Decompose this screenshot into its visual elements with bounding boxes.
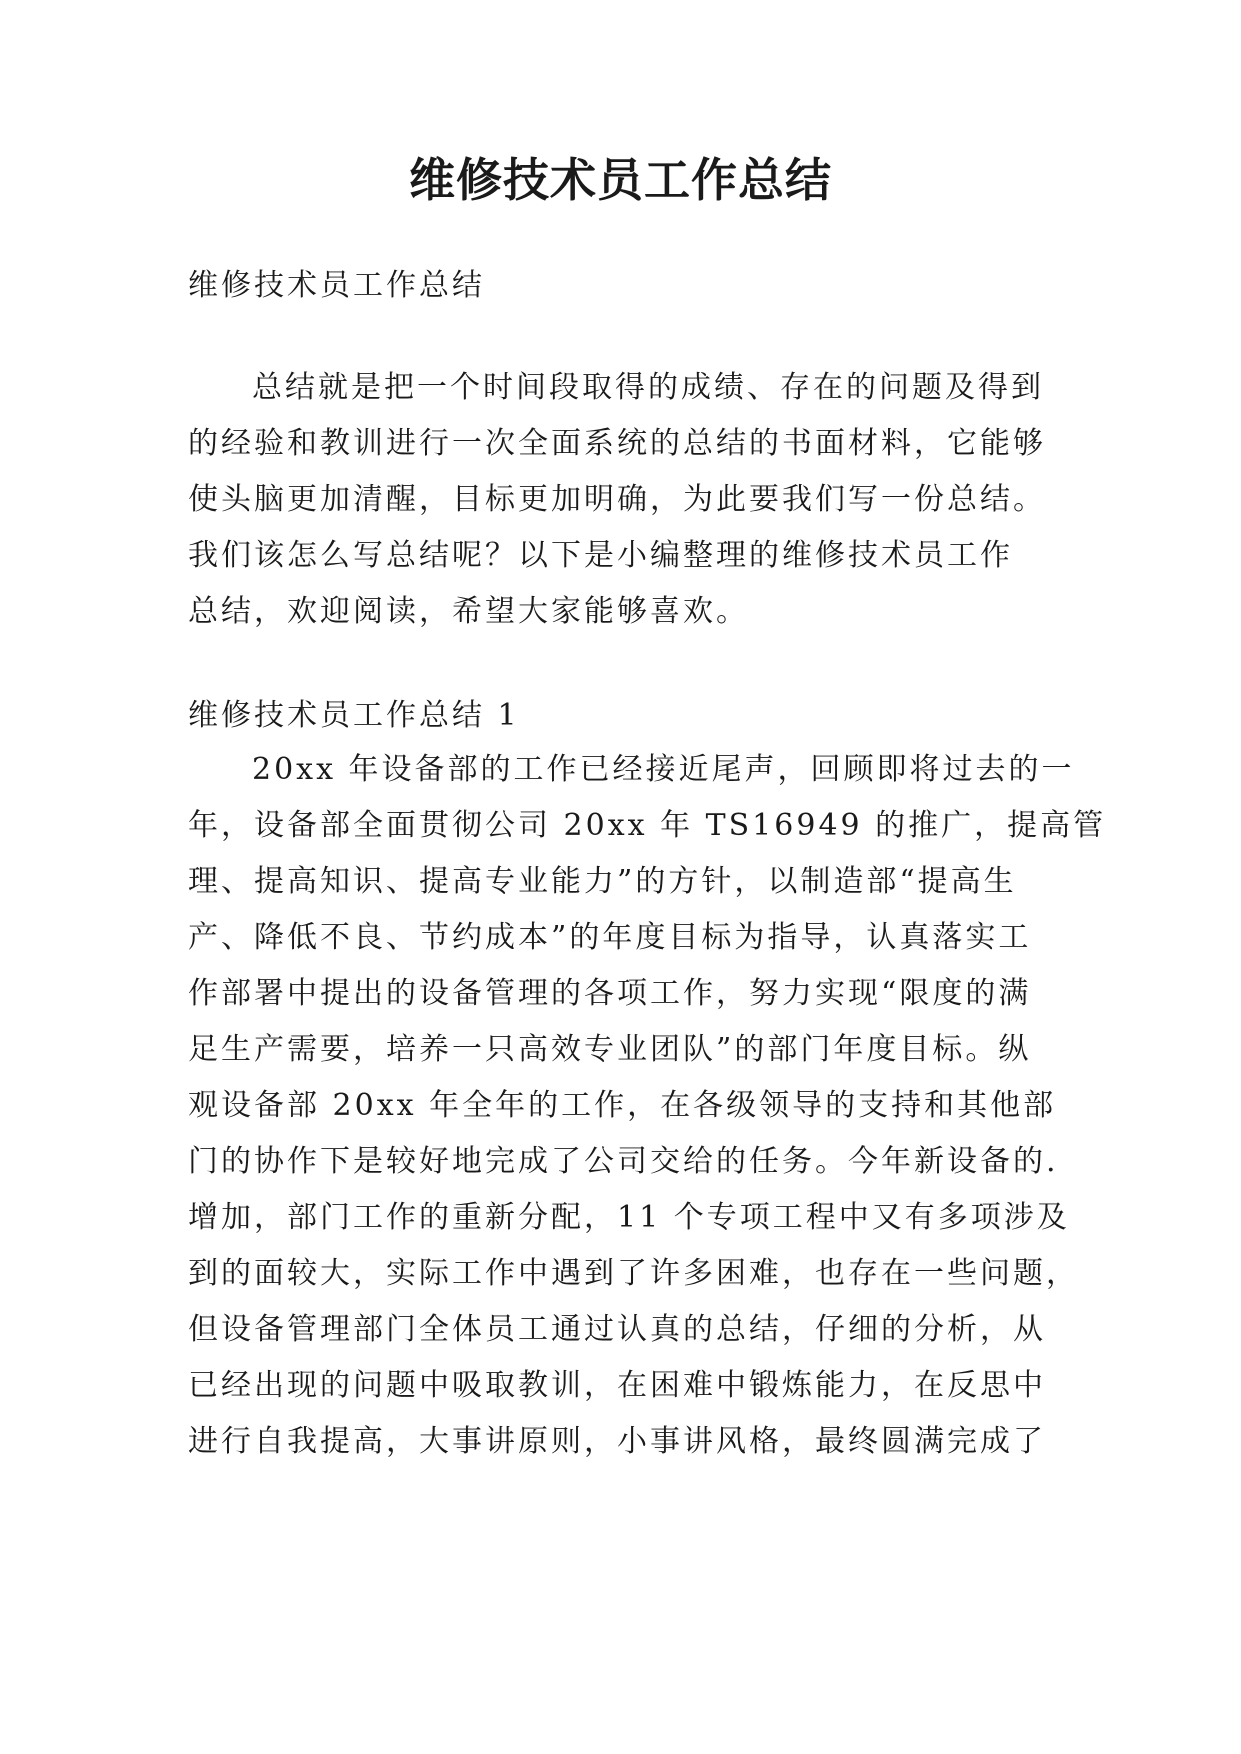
document-subtitle: 维修技术员工作总结 bbox=[188, 268, 485, 303]
section-line: 作部署中提出的设备管理的各项工作，努力实现“限度的满 bbox=[188, 976, 1032, 1011]
intro-line: 的经验和教训进行一次全面系统的总结的书面材料，它能够 bbox=[188, 426, 1046, 461]
section-line: 20xx 年设备部的工作已经接近尾声，回顾即将过去的一 bbox=[252, 752, 1075, 787]
intro-line: 总结，欢迎阅读，希望大家能够喜欢。 bbox=[188, 594, 749, 629]
intro-line: 我们该怎么写总结呢？以下是小编整理的维修技术员工作 bbox=[188, 538, 1013, 573]
section-line: 已经出现的问题中吸取教训，在困难中锻炼能力，在反思中 bbox=[188, 1368, 1046, 1403]
document-title: 维修技术员工作总结 bbox=[409, 153, 832, 207]
section-line: 进行自我提高，大事讲原则，小事讲风格，最终圆满完成了 bbox=[188, 1424, 1046, 1459]
section-line: 年，设备部全面贯彻公司 20xx 年 TS16949 的推广，提高管 bbox=[188, 808, 1107, 843]
intro-line: 总结就是把一个时间段取得的成绩、存在的问题及得到 bbox=[252, 370, 1044, 405]
section-line: 但设备管理部门全体员工通过认真的总结，仔细的分析，从 bbox=[188, 1312, 1046, 1347]
intro-line: 使头脑更加清醒，目标更加明确，为此要我们写一份总结。 bbox=[188, 482, 1046, 517]
section-line: 观设备部 20xx 年全年的工作，在各级领导的支持和其他部 bbox=[188, 1088, 1057, 1123]
section-heading: 维修技术员工作总结 1 bbox=[188, 698, 520, 733]
section-line: 理、提高知识、提高专业能力”的方针，以制造部“提高生 bbox=[188, 864, 1017, 899]
section-line: 足生产需要，培养一只高效专业团队”的部门年度目标。纵 bbox=[188, 1032, 1032, 1067]
section-line: 门的协作下是较好地完成了公司交给的任务。今年新设备的. bbox=[188, 1144, 1059, 1179]
section-line: 产、降低不良、节约成本”的年度目标为指导，认真落实工 bbox=[188, 920, 1032, 955]
section-line: 到的面较大，实际工作中遇到了许多困难，也存在一些问题， bbox=[188, 1256, 1079, 1291]
section-line: 增加，部门工作的重新分配，11 个专项工程中又有多项涉及 bbox=[188, 1200, 1070, 1235]
